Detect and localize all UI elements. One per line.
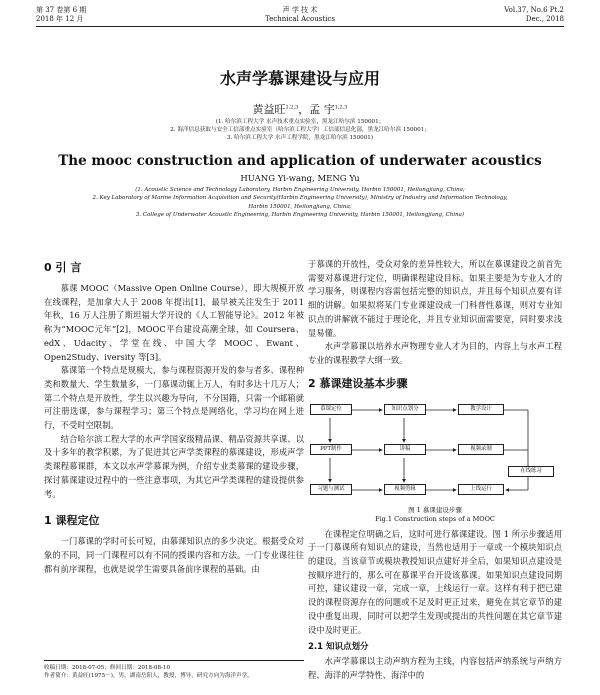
section-heading: 0 引 言 — [44, 261, 82, 274]
received-date: 收稿日期：2018-07-05；修回日期：2018-08-10 — [44, 665, 171, 671]
node-video-recording: 视频录制 — [458, 444, 504, 455]
node-exercise-test: 习题与测试 — [310, 484, 352, 495]
author-affil-sup: 1,2,3 — [334, 104, 348, 111]
node-teaching-design: 教学设计 — [458, 404, 504, 415]
node-knowledge-division: 知识点划分 — [384, 404, 426, 415]
paragraph: 结合哈尔滨工程大学的水声学国家级精品课、精品资源共享课、以及十多年的教学积累，为了促进其它声学类课程的慕课建设，形成声学类课程慕课群，本文以水声学慕课为例，介绍专业类慕课的建设步骤，探讨慕课建设过程中的一些注意事项，为其它声学类课程的建设提供参考。 — [44, 433, 304, 499]
affiliation-line: (1. Acoustic Science and Technology Laboratory, Harbin Engineering University, Harbin 150001, Heilongjiang, China; — [135, 187, 465, 193]
footnote — [44, 660, 304, 680]
affiliation-line: 3. College of Underwater Acoustic Engineering, Harbin Engineering University, Harbin 150001, Heilongjiang, China) — [135, 212, 465, 219]
subsection-heading: 2.1 知识点划分 — [308, 642, 369, 653]
figure-caption-cn: 图 1 慕课建设步骤 — [408, 505, 462, 514]
node-ppt: PPT制作 — [310, 444, 352, 455]
authors-cn — [0, 101, 600, 117]
author-separator: ， — [298, 103, 310, 116]
paragraph: 一门慕课的学时可长可短，由慕课知识点的多少决定。根据受众对象的不同，同一门课程可以有不同的授课内容和方法。一门专业课往往都有前序课程，也就是说学生需要具备前序课程的基础。由 — [44, 536, 304, 574]
author-bio: 作者简介：黄益旺(1975－)，男，湖南岳阳人，教授，博导，研究方向为海洋声学。 — [44, 673, 253, 679]
figure-1-flowchart — [308, 396, 558, 506]
affiliation-line: Harbin 150001, Heilongjiang, China; — [248, 203, 352, 210]
paragraph: 在课程定位明确之后，这时可进行慕课建设。图 1 所示步骤适用于一门慕课所有知识点的建设，当然也适用于一章或一个模块知识点的建设。当该章节或模块教授知识点建好并全后，如果知识点建设是按顺序进行的，那么可在慕课平台开设该慕课。如果知识点建设同期可控，建议建设一章，完成一章，上线运行一章。这样有利于把已建设的课程资源存在的问题或不足及时更正过来，避免在其它章节的建设中重复出现，同时可以把学生发现或提出的共性问题在其它章节建设中及时更正。 — [308, 528, 562, 635]
author-name: 黄益旺 — [252, 103, 286, 116]
paper-title-en: The mooc construction and application of underwater acoustics — [58, 153, 542, 169]
issue-date-en: Dec., 2018 — [525, 15, 564, 23]
journal-name-en: Technical Acoustics — [265, 15, 335, 23]
journal-volume-en — [504, 6, 564, 24]
journal-name — [36, 6, 564, 24]
left-column — [44, 260, 304, 576]
paragraph: 水声学慕课以主动声纳方程为主线，内容包括声纳系统与声纳方程、海洋的声学特性、海洋中的 — [308, 655, 562, 680]
affiliation-line: 3. 哈尔滨工程大学 水声工程学院，黑龙江哈尔滨 150001) — [226, 135, 374, 141]
node-online-upload: 上线运行 — [458, 484, 504, 495]
paper-title-cn: 水声学慕课建设与应用 — [219, 69, 380, 88]
issue-date-cn: 2018 年 12 月 — [36, 15, 84, 23]
affiliation-line: (1. 哈尔滨工程大学 水声技术重点实验室，黑龙江哈尔滨 150001； — [215, 119, 385, 125]
node-mooc-positioning: 慕课定位 — [310, 404, 352, 415]
affiliation-line: 2. 海洋信息获取与安全工信部重点实验室（哈尔滨工程大学）工信部信息化部，黑龙江哈尔滨 150001； — [170, 127, 430, 133]
affiliations-cn — [70, 118, 530, 142]
author-name: 孟 宇 — [309, 103, 335, 116]
right-column — [308, 258, 562, 682]
paragraph: 慕课 MOOC（Massive Open Online Course），即大规模开放在线课程，是加拿大人于 2008 年提出[1]，最早被关注发生于 2011 年秋，16 万人注册了斯坦福大学开设的《人工智能导论》。2012 年被称为“MOOC元年”[2]，MOOC平台建设高潮全球，如 Coursera、edX、Udacity、学堂在线、中国大学 MOOC、Ewant、Open2Study、iversity 等[3]。 — [44, 283, 304, 362]
node-lecture-script: 讲稿 — [384, 444, 426, 455]
journal-name-cn: 声 学 技 术 — [282, 6, 318, 14]
node-online-exercise: 在线练习 — [508, 466, 554, 477]
author-affil-sup: 1,2,3 — [285, 104, 299, 111]
authors-en: HUANG Yi-wang, MENG Yu — [240, 174, 360, 184]
paragraph: 于慕课的开放性，受众对象的差异性较大，所以在慕课建设之前首先需要对慕课进行定位，明确课程建设目标。如果主要是为专业人才的学习服务，则课程内容需包括完整的知识点，并且每个知识点要有详细的讲解。如果拟将某门专业课建设成一门科普性慕课，则对专业知识点的讲解就不能过于理论化，并且专业知识面需要宽，同时要求浅显易懂。 — [308, 259, 562, 338]
affiliations-en — [40, 186, 560, 220]
node-video-edit: 视频剪辑 — [384, 484, 426, 495]
section-heading: 2 慕课建设基本步骤 — [308, 376, 408, 390]
section-heading: 1 课程定位 — [44, 514, 100, 528]
paragraph: 水声学慕课以培养水声物理专业人才为目的，内容上与水声工程专业的课程教学大纲一致。 — [308, 341, 562, 365]
volume-issue: 第 37 卷第 6 期 — [36, 6, 87, 14]
affiliation-line: 2. Key Laboratory of Marine Information Acquisition and Security(Harbin Engineering University), Ministry of Industry and Information Technology, — [92, 195, 508, 202]
volume-en: Vol.37, No.6 Pt.2 — [504, 6, 564, 14]
paragraph: 慕课第一个特点是规模大，参与课程资源开发的参与者多、课程种类和数量大、学生数量多，一门慕课动辄上万人，有时多达十几万人；第二个特点是开放性，学生以兴趣为导向，不分国籍，只需一个邮箱就可注册选课，参与课程学习；第三个特点是网络化，学习均在网上进行，不受时空限制。 — [44, 365, 304, 431]
running-header — [36, 4, 564, 27]
figure-caption-en: Fig.1 Construction steps of a MOOC — [375, 514, 495, 523]
